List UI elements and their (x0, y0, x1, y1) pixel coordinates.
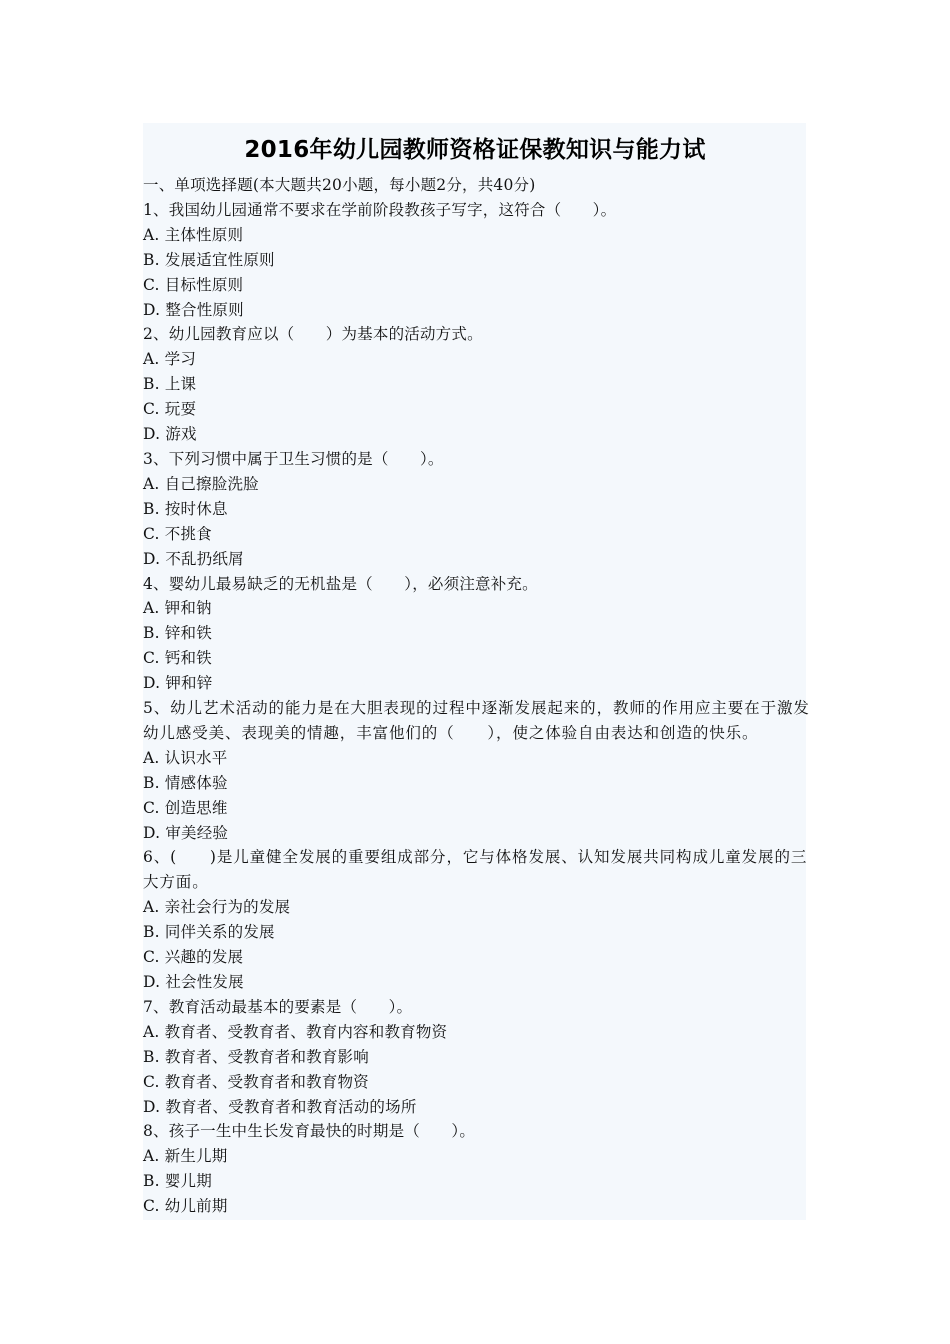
option-a: A. 钾和钠 (143, 599, 212, 618)
question-stem: 1、我国幼儿园通常不要求在学前阶段教孩子写字，这符合（ ）。 (143, 200, 617, 219)
option-d: D. 审美经验 (143, 823, 229, 842)
section-heading: 一、单项选择题(本大题共20小题，每小题2分，共40分) (143, 176, 536, 194)
question-1 (143, 198, 813, 323)
question-8 (143, 1119, 813, 1219)
question-stem: 4、婴幼儿最易缺乏的无机盐是（ ），必须注意补充。 (143, 574, 538, 593)
question-stem: 7、教育活动最基本的要素是（ ）。 (143, 997, 413, 1016)
question-4 (143, 572, 813, 697)
option-b: B. 婴儿期 (143, 1172, 212, 1191)
question-7 (143, 995, 813, 1120)
option-b: B. 上课 (143, 375, 197, 394)
option-b: B. 同伴关系的发展 (143, 923, 275, 942)
option-c: C. 教育者、受教育者和教育物资 (143, 1072, 369, 1091)
option-c: C. 创造思维 (143, 798, 228, 817)
document-body (143, 173, 813, 1219)
document-title: 2016年幼儿园教师资格证保教知识与能力试 (244, 137, 706, 163)
option-d: D. 游戏 (143, 425, 197, 444)
question-6 (143, 845, 813, 994)
option-b: B. 情感体验 (143, 773, 228, 792)
option-a: A. 主体性原则 (143, 225, 244, 244)
question-stem: 5、幼儿艺术活动的能力是在大胆表现的过程中逐渐发展起来的，教师的作用应主要在于激发幼儿感受美、表现美的情趣，丰富他们的（ ），使之体验自由表达和创造的快乐。 (143, 699, 810, 742)
option-d: D. 整合性原则 (143, 300, 244, 319)
option-a: A. 教育者、受教育者、教育内容和教育物资 (143, 1022, 448, 1041)
option-b: B. 发展适宜性原则 (143, 250, 275, 269)
option-b: B. 按时休息 (143, 499, 228, 518)
option-d: D. 不乱扔纸屑 (143, 549, 244, 568)
option-a: A. 认识水平 (143, 748, 228, 767)
option-b: B. 教育者、受教育者和教育影响 (143, 1047, 369, 1066)
option-c: C. 目标性原则 (143, 275, 244, 294)
option-d: D. 社会性发展 (143, 973, 244, 991)
option-c: C. 兴趣的发展 (143, 948, 244, 967)
option-c: C. 幼儿前期 (143, 1197, 228, 1216)
question-3 (143, 447, 813, 572)
option-d: D. 教育者、受教育者和教育活动的场所 (143, 1097, 417, 1116)
option-d: D. 钾和锌 (143, 674, 213, 693)
option-a: A. 学习 (143, 350, 197, 369)
option-a: A. 自己擦脸洗脸 (143, 474, 259, 493)
question-stem: 3、下列习惯中属于卫生习惯的是（ ）。 (143, 449, 444, 468)
question-2 (143, 322, 813, 447)
option-c: C. 钙和铁 (143, 649, 212, 668)
option-a: A. 新生儿期 (143, 1147, 228, 1166)
option-c: C. 玩耍 (143, 400, 197, 419)
question-5 (143, 696, 813, 845)
option-c: C. 不挑食 (143, 524, 212, 543)
question-stem: 2、幼儿园教育应以（ ）为基本的活动方式。 (143, 325, 483, 344)
option-b: B. 锌和铁 (143, 624, 212, 643)
question-stem: 8、孩子一生中生长发育最快的时期是（ ）。 (143, 1122, 476, 1141)
question-stem: 6、( )是儿童健全发展的重要组成部分，它与体格发展、认知发展共同构成儿童发展的三大方面。 (143, 848, 808, 892)
option-a: A. 亲社会行为的发展 (143, 898, 291, 917)
